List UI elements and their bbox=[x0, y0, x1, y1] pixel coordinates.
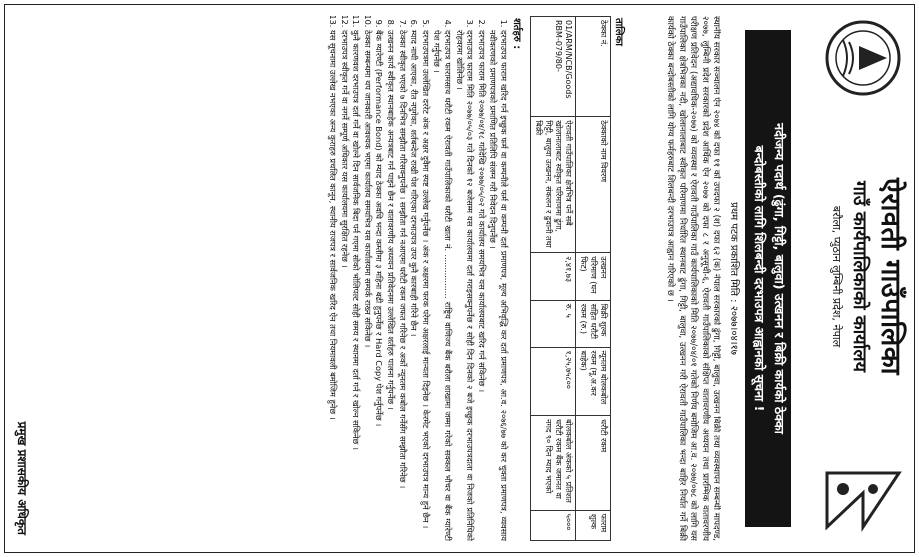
conditions-title: शर्तहरु : bbox=[511, 18, 522, 50]
condition-item: 3. दरभाउपत्र फाराम मिति २०७७/०५/०३ गते दिनको १२ बजेसम्म यस कार्यालयमा दर्ता गराइसक्नुपर्नेछ र सोही दिन दिनको २ बजे इच्छुक दरभाउपत्रदाता वा निजको प्रतिनिधिको रोहवरमा खोलिनेछ । bbox=[454, 30, 475, 541]
table-header-cell: उत्खनन परिमाण (घन फिट) bbox=[576, 253, 611, 300]
conditions-list bbox=[35, 16, 509, 541]
condition-item: 13. यस सूचनामा उल्लेख नभएका अन्य कुराहरु प्रचलित कानून, स्थानीय राजपत्र र सार्वजनिक खरिद ऐन तथा नियमावली बमोजिम हुनेछ । bbox=[328, 30, 339, 541]
condition-item: 12. दरभाउपत्र स्वीकृत गर्ने वा नगर्ने सम्पूर्ण अधिकार यस कार्यालयमा सुरक्षित रहनेछ । bbox=[339, 30, 350, 541]
table-cell: १,२५,७५८०० bbox=[531, 347, 576, 416]
condition-item: 9. बैंक ग्यारेण्टी (Performance Bond) को म्याद ठेक्का अवधि भन्दा कम्तीमा ३ महिना बढी हुनुपर्नेछ र Hard Copy पेश गर्नुपर्नेछ । bbox=[374, 30, 385, 541]
table-caption: तालिका bbox=[613, 18, 624, 46]
office-subtitle: गाउँ कार्यपालिकाको कार्यालय bbox=[849, 180, 870, 373]
table-header-row bbox=[576, 17, 611, 541]
table-header-cell: धरौटी रकम bbox=[576, 416, 611, 511]
signature: प्रमुख प्रशासकीय अधिकृत bbox=[15, 421, 29, 535]
table-body bbox=[531, 17, 576, 541]
table-row bbox=[531, 17, 576, 541]
office-address: बरौला, प्युठान लुम्बिनी प्रदेश, नेपाल bbox=[830, 205, 843, 348]
condition-item: 7. ठेक्का स्वीकृत भएको ७ दिनभित्र सम्झौता गरिसक्नुपर्नेछ । सम्झौता गर्न नआएमा धरौटी रकम जफत गरिनेछ र अर्को न्यूनतम कबोल गर्नेसँग सम्झौता गरिनेछ । bbox=[397, 30, 408, 541]
banner-line-1: नदीजन्य पदार्थ (ढुंगा, गिट्टी, बालुवा) उत्खनन र बिक्री कार्यको ठेक्का bbox=[772, 123, 787, 434]
condition-item: 10. ठेक्का सम्बन्धमा थप जानकारी आवश्यक भएमा कार्यालय समयभित्र यस कार्यालयमा सम्पर्क राख्न सकिनेछ । bbox=[362, 30, 373, 541]
condition-item: 5. दरभाउपत्रमा उल्लेखित दररेट अंक र अक्षर दुवैमा स्पष्ट उल्लेख गर्नुपर्नेछ । अंक र अक्षरमा फरक परेमा अक्षरलाई मान्यता दिइनेछ । केरमेट भएको दरभाउपत्र मान्य हुने छैन । bbox=[420, 30, 431, 541]
condition-item: 8. उत्खनन कार्य स्वीकृत स्थानबाहेक अन्यत्रबाट गर्न पाइने छैन र वातावरणीय अध्ययन प्रतिवेदनमा उल्लेखित शर्तहरु पालना गर्नुपर्नेछ । bbox=[385, 30, 396, 541]
table-cell: रु. ५ bbox=[531, 300, 576, 347]
condition-item: 4. दरभाउपत्र फारामसाथ धरौटी रकम ऐरावती गाउँपालिकाको धरौटी खाता नं. ................. राष्ट्रिय वाणिज्य बैंक बरौला शाखामा जम्मा गरेको सक्कल भौचर वा बैंक ग्यारेण्टी पेश गर्नुपर्नेछ । bbox=[432, 30, 453, 541]
office-name: ऐरावती गाउँपालिका bbox=[875, 177, 906, 376]
condition-item: 2. दरभाउपत्र फाराम मिति २०७७/०४/१८ गतेदेखि २०७७/०५/०२ गते कार्यालय समयभित्र यस कार्यालयबाट खरिद गर्न सकिनेछ । bbox=[476, 30, 487, 541]
notice-header bbox=[793, 14, 913, 543]
publication-date bbox=[727, 0, 739, 557]
table-header-cell: ठेक्काको नाम विवरण bbox=[576, 117, 611, 253]
table-cell: २,४१,७३ bbox=[531, 253, 576, 300]
publication-date-label: प्रथम पटक प्रकाशित मिति : bbox=[728, 202, 739, 303]
publication-date-value: २०७७।०४।१७ bbox=[728, 305, 739, 355]
table-header-cell: न्यूनतम बोलकबोल रकम (मू.अ.कर बाहेक) bbox=[576, 347, 611, 416]
table-cell: 01/ARM/NCB/Goods RBM-079/80- bbox=[531, 17, 576, 117]
notice-banner bbox=[745, 30, 791, 527]
condition-item: 6. म्याद नाघी आएका, रीत नपुगेका, शर्तबन्देज राखी पेश गरिएका दरभाउपत्र उपर कुनै कारबाही गरिने छैन । bbox=[409, 30, 420, 541]
contract-table bbox=[530, 16, 611, 541]
banner-line-2: बन्दोबस्तीको लागि शिलबन्दी दरभाउपत्र आह्वानको सूचना ! bbox=[752, 145, 767, 412]
condition-item: 11. कुनै कारणवश दरभाउपत्र दर्ता गर्ने वा खोल्ने दिन सार्वजनिक बिदा पर्न गएमा सोको भोलिपल्ट सोही समय र स्थानमा दर्ता गर्न र खोल्न सकिनेछ । bbox=[351, 30, 362, 541]
table-cell: बोलकबोल अंकको ५ प्रतिशत धरौटी रकम बैंक जमानत वा नगद ९० दिन म्याद भएको bbox=[531, 416, 576, 511]
nepal-flag-icon bbox=[823, 467, 903, 537]
municipality-emblem-icon bbox=[823, 18, 903, 98]
table-header-cell: बिक्री शुल्क सहित धरौटी रकम (रु.) bbox=[576, 300, 611, 347]
intro-paragraph: स्थानीय सरकार सञ्चालन ऐन २०७४ को दफा ११ को उपदफा २ (श) दफा ६२ (क) नेपाल सरकारको ढुंगा, गिट्टी, बालुवा, उत्खनन बिक्री तथा व्यवस्थापन सम्बन्धी मापदण्ड, २०७७, लुम्बिनी प्रदेश सरकारको प्रदेश आर्थिक ऐन २०७७ को दफा ८ र अनुसूची-६, ऐरावती गाउँपालिकाको संक्षिप्त वातावरणीय अध्ययन तथा प्रारम्भिक वातावरणीय परीक्षण प्रतिवेदन (अद्यावधिक-२०७७) को व्यवस्था र ऐरावती गाउँपालिका गाउँ कार्यपालिकाको मिति २०७७/०४/०१ गतेको निर्णय बमोजिम आ.व. २०७७/०७८ को लागि यस गाउँपालिका क्षेत्रभित्रका नदी, खोलानालाबाट स्वीकृत परिमाणमा निर्धारित स्थानबाट ढुंगा, गिट्टी, बालुवा, उत्खनन गरी ऐरावती गाउँपालिका भन्दा बाहिर निर्यात गर्ने बिक्री कार्यको ठेक्का बन्दोबस्तीको लागि योग्य फर्महरुबाट शिलबन्दी दरभाउपत्र आह्वान गरिएको छ । bbox=[665, 16, 721, 541]
condition-item: 1. दरभाउपत्र फाराम खरिद गर्न इच्छुक फर्म वा कम्पनीले फर्म वा कम्पनी दर्ता प्रमाणपत्र, मूल्य अभिवृद्धि कर दर्ता प्रमाणपत्र, आ.व. २०७६/७७ को कर चुक्ता प्रमाणपत्र, व्यवसाय नवीकरणको प्रमाणपत्रको प्रमाणित प्रतिलिपि संलग्न गरी निवेदन दिनुपर्नेछ । bbox=[488, 30, 509, 541]
table-header-cell: ठेक्का नं. bbox=[576, 17, 611, 117]
table-header-cell: फाराम शुल्क bbox=[576, 510, 611, 540]
table-cell: ५००० bbox=[531, 510, 576, 540]
table-cell: ऐरावती गाउँपालिका क्षेत्रभित्र पर्ने सबै खोलानालाबाट स्वीकृत परिमाणमा ढुंगा, गिट्टी, बालुवा उत्खनन, संकलन र ढुवानी तथा बिक्री bbox=[531, 117, 576, 253]
